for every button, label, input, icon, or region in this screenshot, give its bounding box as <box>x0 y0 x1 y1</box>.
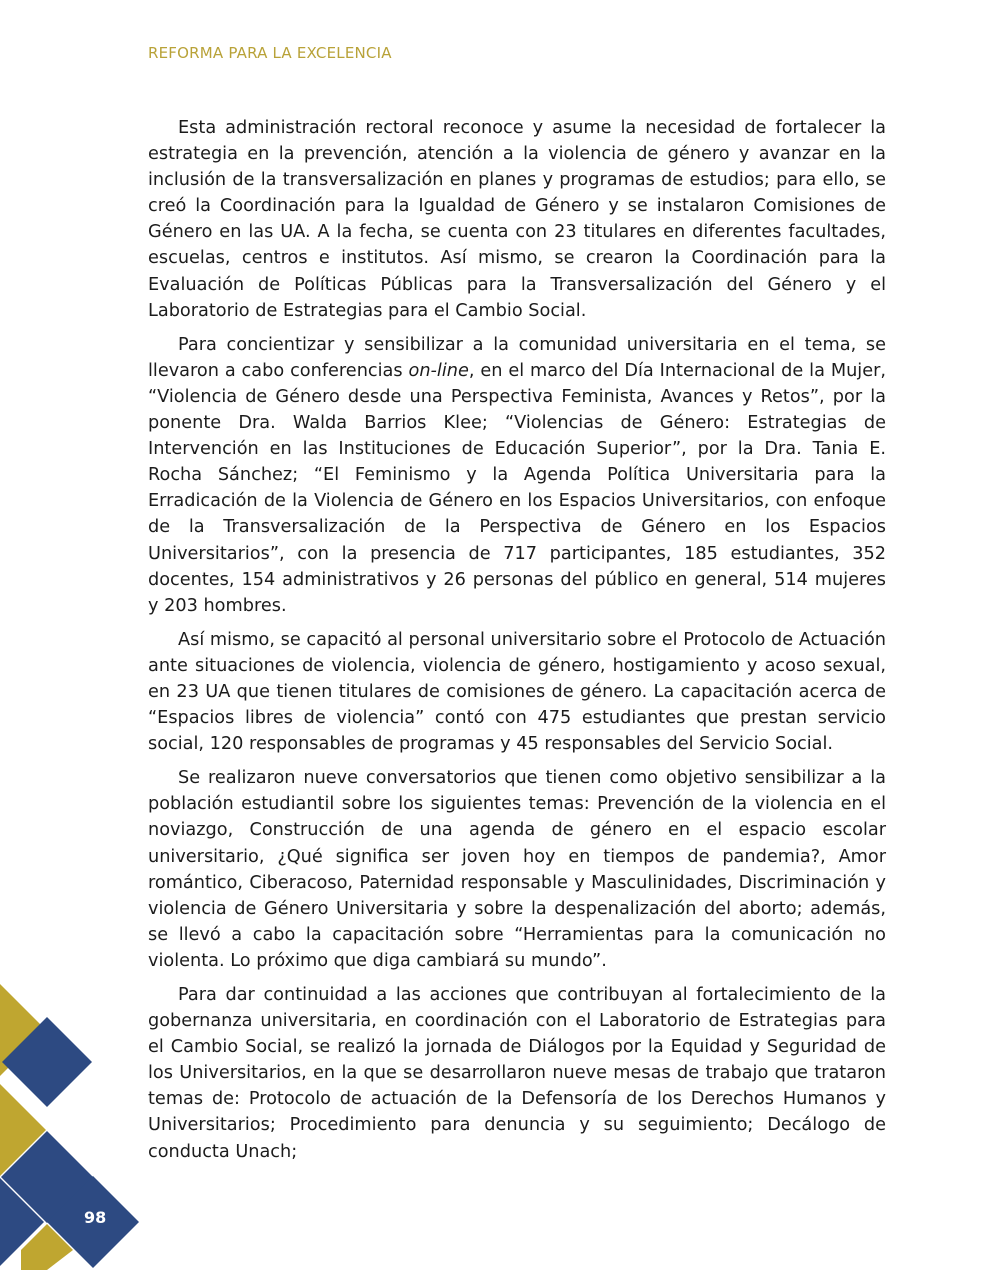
paragraph-2-end: , en el marco del Día Internacional de la Mujer, “Violencia de Género desde una Perspectiva Feminista, Avances y Retos”, por la ponente Dra. Walda Barrios Klee; “Violencias de Género: Estrategias de Intervención en las Instituciones de Educación Superior”, por la Dra. Tania E. Rocha Sánchez; “El Feminismo y la Agenda Política Universitaria para la Erradicación de la Violencia de Género en los Espacios Universitarios, con enfoque de la Transversalización de la Perspectiva de Género en los Espacios Universitarios”, con la presencia de 717 participantes, 185 estudiantes, 352 docentes, 154 administrativos y 26 personas del público en general, 514 mujeres y 203 hombres. <box>148 360 886 616</box>
paragraph-2-italic: on-line <box>408 360 469 381</box>
paragraph-2-start: Para concientizar y sensibilizar a la comunidad universitaria en el tema, se llevaron a cabo conferencias <box>148 334 886 381</box>
running-header: REFORMA PARA LA EXCELENCIA <box>148 44 392 62</box>
paragraph-2 <box>148 332 886 619</box>
paragraph-5: Para dar continuidad a las acciones que contribuyan al fortalecimiento de la gobernanza universitaria, en coordinación con el Laboratorio de Estrategias para el Cambio Social, se realizó la jornada de Diálogos por la Equidad y Seguridad de los Universitarios, en la que se desarrollaron nueve mesas de trabajo que trataron temas de: Protocolo de actuación de la Defensoría de los Derechos Humanos y Universitarios; Procedimiento para denuncia y su seguimiento; Decálogo de conducta Unach; <box>148 985 886 1162</box>
page-number: 98 <box>84 1208 107 1227</box>
paragraph-1: Esta administración rectoral reconoce y asume la necesidad de fortalecer la estrategia en la prevención, atención a la violencia de género y avanzar en la inclusión de la transversalización en planes y programas de estudios; para ello, se creó la Coordinación para la Igualdad de Género y se instalaron Comisiones de Género en las UA. A la fecha, se cuenta con 23 titulares en diferentes facultades, escuelas, centros e institutos. Así mismo, se crearon la Coordinación para la Evaluación de Políticas Públicas para la Transversalización del Género y el Laboratorio de Estrategias para el Cambio Social. <box>148 118 886 321</box>
paragraph-4: Se realizaron nueve conversatorios que tienen como objetivo sensibilizar a la población estudiantil sobre los siguientes temas: Prevención de la violencia en el noviazgo, Construcción de una agenda de género en el espacio escolar universitario, ¿Qué significa ser joven hoy en tiempos de pandemia?, Amor romántico, Ciberacoso, Paternidad responsable y Masculinidades, Discriminación y violencia de Género Universitaria y sobre la despenalización del aborto; además, se llevó a cabo la capacitación sobre “Herramientas para la comunicación no violenta. Lo próximo que diga cambiará su mundo”. <box>148 768 886 971</box>
diamond-decoration <box>0 980 150 1270</box>
paragraph-3: Así mismo, se capacitó al personal universitario sobre el Protocolo de Actuación ante situaciones de violencia, violencia de género, hostigamiento y acoso sexual, en 23 UA que tienen titulares de comisiones de género. La capacitación acerca de “Espacios libres de violencia” contó con 475 estudiantes que prestan servicio social, 120 responsables de programas y 45 responsables del Servicio Social. <box>148 629 886 755</box>
body-text <box>148 115 886 1173</box>
